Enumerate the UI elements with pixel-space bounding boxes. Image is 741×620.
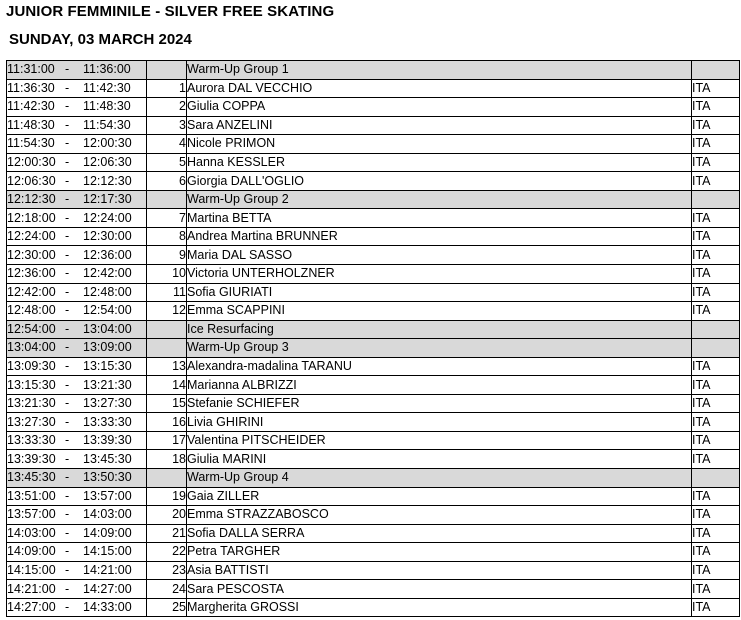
skater-name: Emma SCAPPINI [187, 302, 692, 321]
time-cell [7, 524, 147, 543]
schedule-row-skater [7, 98, 740, 117]
start-time: 12:18:00 [7, 210, 56, 225]
start-time: 13:57:00 [7, 507, 56, 522]
start-number: 20 [147, 506, 187, 525]
time-separator: - [65, 247, 70, 262]
start-number: 13 [147, 357, 187, 376]
time-separator: - [65, 321, 70, 336]
segment-label: Ice Resurfacing [187, 320, 692, 339]
start-time: 13:33:30 [7, 433, 56, 448]
schedule-row-skater [7, 135, 740, 154]
time-cell [7, 469, 147, 488]
schedule-row-skater [7, 487, 740, 506]
start-number [147, 320, 187, 339]
nation-code: ITA [692, 98, 740, 117]
start-number: 25 [147, 598, 187, 617]
time-cell [7, 265, 147, 284]
skater-name: Victoria UNTERHOLZNER [187, 265, 692, 284]
segment-label: Warm-Up Group 4 [187, 469, 692, 488]
event-date: SUNDAY, 03 MARCH 2024 [9, 31, 192, 48]
schedule-row-group [7, 61, 740, 80]
start-number: 8 [147, 227, 187, 246]
start-number: 2 [147, 98, 187, 117]
skater-name: Gaia ZILLER [187, 487, 692, 506]
nation-code: ITA [692, 116, 740, 135]
start-time: 13:27:30 [7, 414, 56, 429]
schedule-row-skater [7, 376, 740, 395]
start-number: 5 [147, 153, 187, 172]
skater-name: Sofia GIURIATI [187, 283, 692, 302]
time-cell [7, 246, 147, 265]
time-separator: - [65, 192, 70, 207]
end-time: 13:50:30 [83, 470, 132, 485]
start-number: 16 [147, 413, 187, 432]
skater-name: Hanna KESSLER [187, 153, 692, 172]
time-separator: - [65, 229, 70, 244]
skater-name: Aurora DAL VECCHIO [187, 79, 692, 98]
end-time: 12:42:00 [83, 266, 132, 281]
start-number: 12 [147, 302, 187, 321]
start-number [147, 61, 187, 80]
schedule-row-skater [7, 79, 740, 98]
end-time: 12:17:30 [83, 192, 132, 207]
skater-name: Sara ANZELINI [187, 116, 692, 135]
end-time: 11:54:30 [83, 117, 131, 132]
start-number: 6 [147, 172, 187, 191]
time-separator: - [65, 488, 70, 503]
schedule-row-skater [7, 116, 740, 135]
end-time: 13:45:30 [83, 451, 132, 466]
time-cell [7, 506, 147, 525]
skater-name: Emma STRAZZABOSCO [187, 506, 692, 525]
start-time: 14:27:00 [7, 600, 56, 615]
end-time: 13:15:30 [83, 359, 132, 374]
time-cell [7, 190, 147, 209]
skater-name: Sara PESCOSTA [187, 580, 692, 599]
segment-label: Warm-Up Group 1 [187, 61, 692, 80]
time-separator: - [65, 600, 70, 615]
skater-name: Giorgia DALL'OGLIO [187, 172, 692, 191]
time-separator: - [65, 581, 70, 596]
time-separator: - [65, 266, 70, 281]
time-separator: - [65, 303, 70, 318]
start-number: 3 [147, 116, 187, 135]
end-time: 12:48:00 [83, 284, 132, 299]
schedule-row-skater [7, 153, 740, 172]
schedule-row-skater [7, 431, 740, 450]
start-time: 12:06:30 [7, 173, 56, 188]
nation-code: ITA [692, 265, 740, 284]
start-time: 14:15:00 [7, 563, 56, 578]
skater-name: Andrea Martina BRUNNER [187, 227, 692, 246]
segment-label: Warm-Up Group 2 [187, 190, 692, 209]
skater-name: Stefanie SCHIEFER [187, 394, 692, 413]
start-number: 17 [147, 431, 187, 450]
skater-name: Valentina PITSCHEIDER [187, 431, 692, 450]
start-number [147, 339, 187, 358]
time-cell [7, 302, 147, 321]
start-time: 14:09:00 [7, 544, 56, 559]
time-separator: - [65, 173, 70, 188]
start-number: 1 [147, 79, 187, 98]
end-time: 13:33:30 [83, 414, 132, 429]
end-time: 12:24:00 [83, 210, 132, 225]
start-number: 21 [147, 524, 187, 543]
schedule-row-group [7, 469, 740, 488]
nation-code [692, 61, 740, 80]
time-cell [7, 79, 147, 98]
skater-name: Giulia MARINI [187, 450, 692, 469]
nation-code: ITA [692, 394, 740, 413]
end-time: 13:09:00 [83, 340, 132, 355]
start-time: 14:21:00 [7, 581, 56, 596]
schedule-row-skater [7, 246, 740, 265]
nation-code [692, 469, 740, 488]
nation-code: ITA [692, 79, 740, 98]
time-separator: - [65, 414, 70, 429]
time-cell [7, 283, 147, 302]
time-separator: - [65, 80, 70, 95]
schedule-row-skater [7, 227, 740, 246]
time-separator: - [65, 284, 70, 299]
nation-code: ITA [692, 376, 740, 395]
time-cell [7, 98, 147, 117]
time-separator: - [65, 507, 70, 522]
end-time: 12:12:30 [83, 173, 132, 188]
schedule-row-skater [7, 357, 740, 376]
time-separator: - [65, 525, 70, 540]
time-cell [7, 135, 147, 154]
time-cell [7, 339, 147, 358]
start-number: 15 [147, 394, 187, 413]
nation-code [692, 339, 740, 358]
time-separator: - [65, 62, 70, 77]
nation-code: ITA [692, 413, 740, 432]
skater-name: Martina BETTA [187, 209, 692, 228]
nation-code: ITA [692, 246, 740, 265]
time-cell [7, 376, 147, 395]
end-time: 13:04:00 [83, 321, 132, 336]
end-time: 12:00:30 [83, 136, 132, 151]
end-time: 12:06:30 [83, 155, 132, 169]
end-time: 14:15:00 [83, 544, 132, 559]
start-number: 14 [147, 376, 187, 395]
end-time: 11:36:00 [83, 62, 131, 77]
start-time: 12:42:00 [7, 284, 56, 299]
nation-code: ITA [692, 431, 740, 450]
start-time: 12:12:30 [7, 192, 56, 207]
time-cell [7, 320, 147, 339]
start-number: 23 [147, 561, 187, 580]
schedule-row-skater [7, 172, 740, 191]
segment-label: Warm-Up Group 3 [187, 339, 692, 358]
time-separator: - [65, 359, 70, 374]
time-cell [7, 153, 147, 172]
nation-code: ITA [692, 524, 740, 543]
time-separator: - [65, 377, 70, 392]
time-separator: - [65, 544, 70, 559]
nation-code: ITA [692, 227, 740, 246]
start-time: 13:21:30 [7, 396, 56, 411]
start-number: 19 [147, 487, 187, 506]
skater-name: Nicole PRIMON [187, 135, 692, 154]
start-time: 12:54:00 [7, 321, 56, 336]
schedule-row-skater [7, 209, 740, 228]
nation-code: ITA [692, 450, 740, 469]
schedule-row-skater [7, 506, 740, 525]
nation-code: ITA [692, 172, 740, 191]
nation-code: ITA [692, 283, 740, 302]
nation-code [692, 320, 740, 339]
schedule-row-skater [7, 524, 740, 543]
start-time: 12:24:00 [7, 229, 56, 244]
start-time: 12:48:00 [7, 303, 56, 318]
time-cell [7, 61, 147, 80]
time-cell [7, 116, 147, 135]
schedule-table [6, 60, 740, 617]
nation-code [692, 190, 740, 209]
start-time: 11:36:30 [7, 80, 55, 95]
schedule-row-skater [7, 561, 740, 580]
time-cell [7, 227, 147, 246]
schedule-row-group [7, 320, 740, 339]
time-cell [7, 431, 147, 450]
start-number [147, 469, 187, 488]
start-time: 13:51:00 [7, 488, 56, 503]
nation-code: ITA [692, 506, 740, 525]
start-time: 13:09:30 [7, 359, 56, 374]
time-cell [7, 209, 147, 228]
schedule-row-skater [7, 543, 740, 562]
nation-code: ITA [692, 487, 740, 506]
start-number: 10 [147, 265, 187, 284]
start-time: 14:03:00 [7, 525, 56, 540]
end-time: 12:54:00 [83, 303, 132, 318]
time-separator: - [65, 563, 70, 578]
start-number: 7 [147, 209, 187, 228]
schedule-row-skater [7, 580, 740, 599]
end-time: 13:39:30 [83, 433, 132, 448]
time-cell [7, 543, 147, 562]
start-time: 11:48:30 [7, 117, 55, 132]
start-time: 12:30:00 [7, 247, 56, 262]
nation-code: ITA [692, 153, 740, 172]
time-cell [7, 450, 147, 469]
nation-code: ITA [692, 561, 740, 580]
end-time: 14:27:00 [83, 581, 132, 596]
schedule-row-skater [7, 413, 740, 432]
skater-name: Asia BATTISTI [187, 561, 692, 580]
end-time: 12:36:00 [83, 247, 132, 262]
start-number: 22 [147, 543, 187, 562]
start-number [147, 190, 187, 209]
skater-name: Giulia COPPA [187, 98, 692, 117]
skater-name: Sofia DALLA SERRA [187, 524, 692, 543]
end-time: 12:30:00 [83, 229, 132, 244]
start-time: 11:54:30 [7, 136, 55, 151]
start-time: 12:00:30 [7, 155, 56, 169]
time-cell [7, 357, 147, 376]
end-time: 14:03:00 [83, 507, 132, 522]
end-time: 13:21:30 [83, 377, 132, 392]
time-separator: - [65, 210, 70, 225]
time-cell [7, 172, 147, 191]
time-separator: - [65, 451, 70, 466]
end-time: 13:27:30 [83, 396, 132, 411]
schedule-row-skater [7, 283, 740, 302]
schedule-row-group [7, 339, 740, 358]
start-time: 13:15:30 [7, 377, 56, 392]
start-number: 9 [147, 246, 187, 265]
event-title: JUNIOR FEMMINILE - SILVER FREE SKATING [6, 3, 335, 20]
nation-code: ITA [692, 580, 740, 599]
skater-name: Maria DAL SASSO [187, 246, 692, 265]
time-cell [7, 561, 147, 580]
time-separator: - [65, 99, 70, 114]
start-time: 11:42:30 [7, 99, 55, 114]
schedule-row-skater [7, 394, 740, 413]
skater-name: Petra TARGHER [187, 543, 692, 562]
schedule-row-skater [7, 450, 740, 469]
start-time: 12:36:00 [7, 266, 56, 281]
time-separator: - [65, 433, 70, 448]
end-time: 14:21:00 [83, 563, 132, 578]
end-time: 14:33:00 [83, 600, 132, 615]
start-time: 11:31:00 [7, 62, 55, 77]
nation-code: ITA [692, 302, 740, 321]
skater-name: Livia GHIRINI [187, 413, 692, 432]
start-number: 24 [147, 580, 187, 599]
start-number: 18 [147, 450, 187, 469]
time-separator: - [65, 136, 70, 151]
nation-code: ITA [692, 135, 740, 154]
start-number: 4 [147, 135, 187, 154]
skater-name: Alexandra-madalina TARANU [187, 357, 692, 376]
time-separator: - [65, 396, 70, 411]
nation-code: ITA [692, 543, 740, 562]
schedule-row-skater [7, 265, 740, 284]
schedule-row-skater [7, 302, 740, 321]
nation-code: ITA [692, 209, 740, 228]
time-separator: - [65, 155, 70, 169]
page-footer-cutoff [6, 612, 739, 620]
time-separator: - [65, 340, 70, 355]
end-time: 11:48:30 [83, 99, 131, 114]
skater-name: Margherita GROSSI [187, 598, 692, 617]
schedule-body [7, 61, 740, 617]
time-separator: - [65, 117, 70, 132]
end-time: 11:42:30 [83, 80, 131, 95]
start-time: 13:39:30 [7, 451, 56, 466]
start-number: 11 [147, 283, 187, 302]
start-time: 13:04:00 [7, 340, 56, 355]
end-time: 14:09:00 [83, 525, 132, 540]
time-cell [7, 487, 147, 506]
start-time: 13:45:30 [7, 470, 56, 485]
end-time: 13:57:00 [83, 488, 132, 503]
time-cell [7, 580, 147, 599]
skater-name: Marianna ALBRIZZI [187, 376, 692, 395]
time-cell [7, 413, 147, 432]
time-cell [7, 394, 147, 413]
nation-code: ITA [692, 357, 740, 376]
time-separator: - [65, 470, 70, 485]
schedule-row-group [7, 190, 740, 209]
nation-code: ITA [692, 598, 740, 617]
